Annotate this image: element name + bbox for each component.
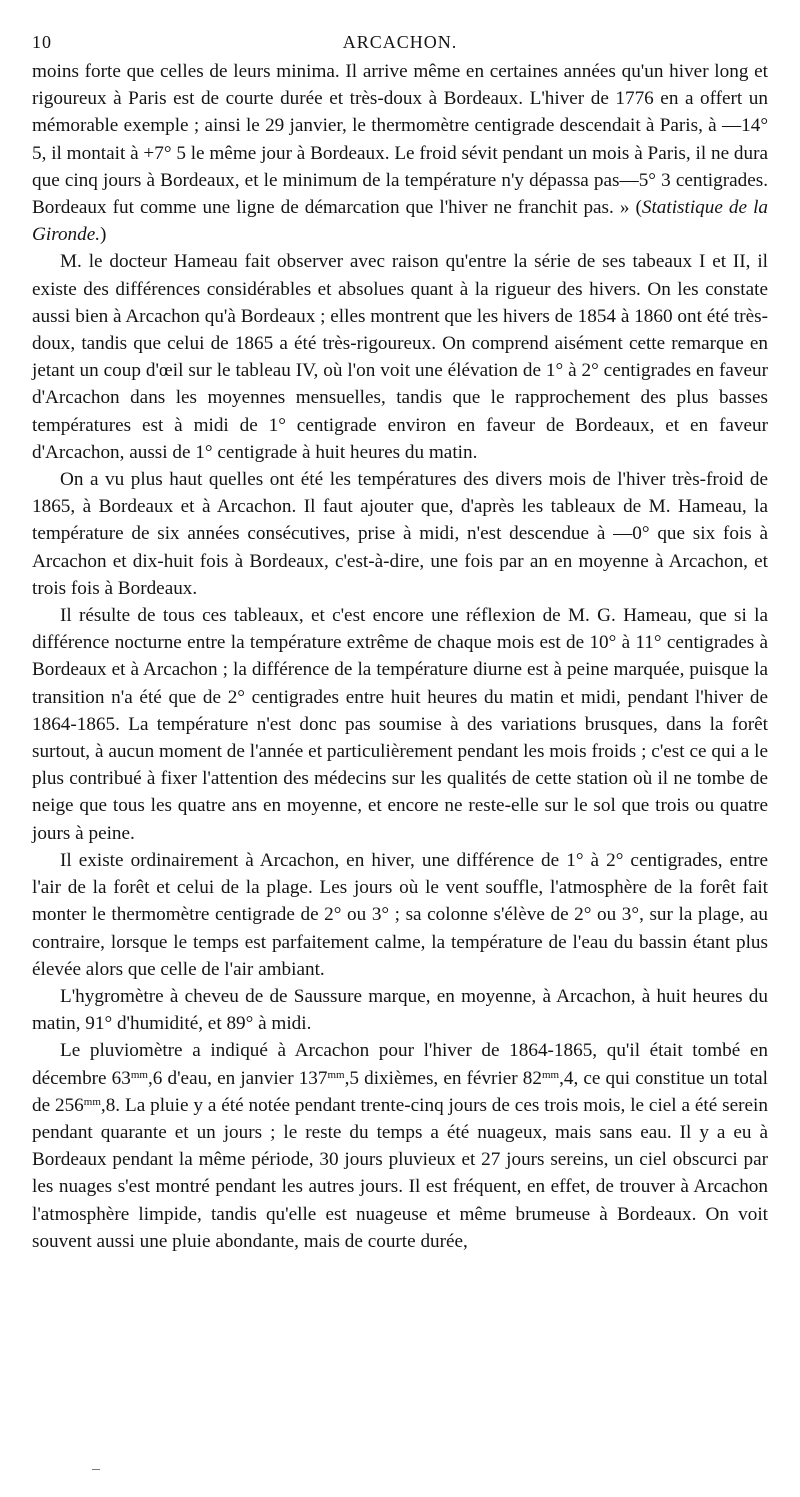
text-run: Le pluviomètre a indiqué à Arcachon pour l'hiver de 1864-1865, qu'il était tombé en décembre 63 xyxy=(32,1040,768,1089)
running-title: ARCACHON. xyxy=(342,32,458,52)
text-run: Il résulte de tous ces tableaux, et c'est encore une réflexion de M. G. Hameau, que si la différence nocturne entre la température extrême de chaque mois est de 10° à 11° centigrades à Bordeaux et à Arcachon ; la différence de la température diurne est à peine marquée, puisque la transition n'a été que de 2° centigrades entre huit heures du matin et midi, pendant l'hiver de 1864-1865. La température n'est donc pas soumise à des variations brusques, dans la forêt surtout, à aucun moment de l'année et particulièrement pendant les mois froids ; c'est ce qui a le plus contribué à fixer l'attention des médecins sur les qualités de cette station où il ne tombe de neige que tous les quatre ans en moyenne, et encore ne reste-elle sur le sol que trois ou quatre jours à peine. xyxy=(32,605,768,844)
unit-superscript: mm xyxy=(541,1068,560,1081)
unit-superscript: mm xyxy=(327,1068,345,1081)
unit-superscript: mm xyxy=(130,1068,148,1081)
text-run: On a vu plus haut quelles ont été les températures des divers mois de l'hiver très-froid de 1865, à Bordeaux et à Arcachon. Il faut ajouter que, d'après les tableaux de M. Hameau, la température de six années consécutives, prise à midi, n'est descendue à —0° que six fois à Arcachon et dix-huit fois à Bordeaux, c'est-à-dire, une fois par an en moyenne à Arcachon, et trois fois à Bordeaux. xyxy=(32,469,768,599)
text-run: M. le docteur Hameau fait observer avec raison qu'entre la série de ses tabeaux I et II, il existe des différences considérables et absolues quant à la rigueur des hivers. On les constate aussi bien à Arcachon qu'à Bordeaux ; elles montrent que les hivers de 1854 à 1860 ont été très-doux, tandis que celui de 1865 a été très-rigoureux. On comprend aisément cette remarque en jetant un coup d'œil sur le tableau IV, où l'on voit une élévation de 1° à 2° centigrades en faveur d'Arcachon dans les moyennes mensuelles, tandis que le rapprochement des plus basses températures est à midi de 1° centigrade environ en faveur de Bordeaux, et en faveur d'Arcachon, aussi de 1° centigrade à huit heures du matin. xyxy=(32,251,768,463)
text-run: ,5 dixièmes, en février 82 xyxy=(344,1067,542,1089)
text-run: Il existe ordinairement à Arcachon, en hiver, une différence de 1° à 2° centigrades, entre l'air de la forêt et celui de la plage. Les jours où le vent souffle, l'atmosphère de la forêt fait monter le thermomètre centigrade de 2° ou 3° ; sa colonne s'élève de 2° ou 3°, sur la plage, au contraire, lorsque le temps est parfaitement calme, la température de l'eau du bassin étant plus élevée alors que celle de l'air ambiant. xyxy=(32,849,768,980)
text-run: L'hygromètre à cheveu de de Saussure marque, en moyenne, à Arcachon, à huit heures du matin, 91° d'humidité, et 89° à midi. xyxy=(32,985,768,1035)
paragraph xyxy=(32,248,768,466)
paragraph xyxy=(32,983,768,1037)
paragraph xyxy=(32,847,768,983)
paragraph xyxy=(32,1037,768,1255)
text-run: ,6 d'eau, en janvier 137 xyxy=(148,1067,328,1089)
paragraph xyxy=(32,58,768,248)
text-run: ,4, ce qui constitue un total de 256 xyxy=(32,1067,768,1116)
paragraph xyxy=(32,466,768,602)
body-text xyxy=(32,58,768,1255)
text-run: moins forte que celles de leurs minima. Il arrive même en certaines années qu'un hiver long et rigoureux à Paris est de courte durée et très-doux à Bordeaux. L'hiver de 1776 en a offert un mémorable exemple ; ainsi le 29 janvier, le thermomètre centigrade descendait à Paris, à —14° 5, il montait à +7° 5 le même jour à Bordeaux. Le froid sévit pendant un mois à Paris, il ne dura que cinq jours à Bordeaux, et le minimum de la température n'y dépassa pas—5° 3 centigrades. Bordeaux fut comme une ligne de démarcation que l'hiver ne franchit pas. » ( xyxy=(32,61,768,219)
page-number: 10 xyxy=(32,32,52,52)
footer-mark xyxy=(92,1469,100,1470)
text-run: ,8. La pluie y a été notée pendant trente-cinq jours de ces trois mois, le ciel a été serein pendant quarante et un jours ; le reste du temps a été nuageux, mais sans eau. Il y a eu à Bordeaux pendant la même période, 30 jours pluvieux et 27 jours sereins, un ciel obscurci par les nuages s'est montré pendant les autres jours. Il est fréquent, en effet, de trouver à Arcachon l'atmosphère limpide, tandis qu'elle est nuageuse et même brumeuse à Bordeaux. On voit souvent aussi une pluie abondante, mais de courte durée, xyxy=(32,1094,768,1252)
running-header xyxy=(32,30,768,58)
text-run: ) xyxy=(100,224,107,246)
citation-italic: Statistique de la Gironde. xyxy=(32,197,768,246)
unit-superscript: mm xyxy=(83,1095,101,1108)
paragraph xyxy=(32,602,768,847)
book-page xyxy=(32,30,768,1255)
